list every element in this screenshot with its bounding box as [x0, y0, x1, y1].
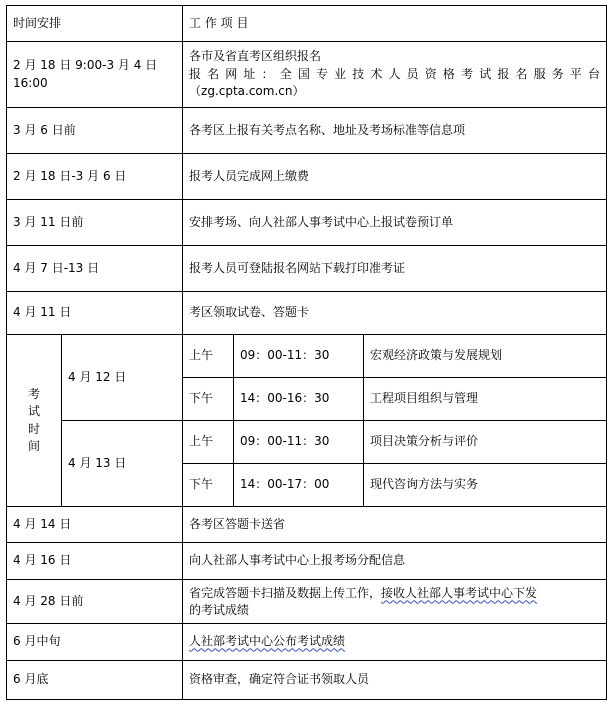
- table-row: [7, 246, 607, 292]
- table-header-row: [7, 6, 607, 42]
- work-cell: [183, 108, 607, 154]
- exam-label-line1: 考 试: [27, 386, 46, 419]
- work-text: 各考区上报有关考点名称、地址及考场标准等信息项: [189, 122, 466, 137]
- table-row: [7, 507, 607, 543]
- work-cell: [183, 580, 607, 624]
- exam-period-text: 上午: [189, 434, 214, 449]
- work-cell: [183, 661, 607, 700]
- time-text: 2 月 18 日-3 月 6 日: [13, 168, 127, 183]
- time-text: 4 月 28 日前: [13, 593, 84, 608]
- exam-date-text: 4 月 13 日: [68, 455, 127, 470]
- work-cell: [183, 292, 607, 335]
- exam-period-cell: [183, 378, 234, 421]
- table-row: [7, 108, 607, 154]
- work-text-part: 省完成答题卡扫描及数据上传工作，: [189, 586, 382, 601]
- exam-subject-cell: [364, 421, 607, 464]
- time-text: 3 月 11 日前: [13, 214, 84, 229]
- time-cell: [7, 543, 183, 580]
- time-text: 2 月 18 日 9:00-3 月 4 日 16:00: [13, 58, 158, 90]
- exam-subject-text: 现代咨询方法与实务: [370, 477, 479, 492]
- exam-time-text: 14：00-17：00: [240, 477, 330, 492]
- exam-date-text: 4 月 12 日: [68, 369, 127, 384]
- time-text: 4 月 14 日: [13, 516, 72, 531]
- header-time-cell: [7, 6, 183, 42]
- time-cell: [7, 154, 183, 200]
- time-text: 6 月中旬: [13, 634, 61, 649]
- exam-subject-cell: [364, 335, 607, 378]
- work-text: 人社部考试中心公布考试成绩: [189, 634, 346, 649]
- table-row: [7, 42, 607, 108]
- work-cell: [183, 246, 607, 292]
- time-cell: [7, 42, 183, 108]
- exam-label-line2: 时 间: [27, 421, 44, 453]
- exam-period-cell: [183, 335, 234, 378]
- time-cell: [7, 661, 183, 700]
- exam-subject-text: 工程项目组织与管理: [370, 391, 479, 406]
- work-text-line: 报名网址：全国专业技术人员资格考试报名服务平台: [189, 66, 601, 81]
- exam-subject-text: 项目决策分析与评价: [370, 434, 479, 449]
- header-work-label: 工 作 项 目: [189, 15, 249, 30]
- table-row: [7, 543, 607, 580]
- work-cell: [183, 154, 607, 200]
- work-text: 资格审查，确定符合证书领取人员: [189, 672, 370, 687]
- exam-subject-cell: [364, 464, 607, 507]
- work-cell: [183, 200, 607, 246]
- table-row: [7, 154, 607, 200]
- exam-session-row: [7, 335, 607, 378]
- exam-time-text: 09：00-11：30: [240, 434, 330, 449]
- work-text-line: 各市及省直考区组织报名: [189, 49, 322, 64]
- time-cell: [7, 580, 183, 624]
- work-cell: [183, 624, 607, 661]
- table-row: [7, 200, 607, 246]
- time-cell: [7, 292, 183, 335]
- time-text: 6 月底: [13, 672, 49, 687]
- work-text-line: （zg.cpta.com.cn）: [189, 84, 305, 99]
- exam-time-cell: [234, 464, 364, 507]
- work-text: 报考人员完成网上缴费: [189, 168, 310, 183]
- work-cell: [183, 543, 607, 580]
- time-cell: [7, 200, 183, 246]
- table-row: [7, 292, 607, 335]
- exam-subject-cell: [364, 378, 607, 421]
- exam-time-text: 14：00-16：30: [240, 391, 330, 406]
- exam-date-cell: [62, 421, 183, 507]
- work-text: 安排考场、向人社部人事考试中心上报试卷预订单: [189, 214, 454, 229]
- time-text: 4 月 11 日: [13, 305, 72, 320]
- time-text: 4 月 7 日-13 日: [13, 260, 100, 275]
- exam-time-text: 09：00-11：30: [240, 348, 330, 363]
- table-row: [7, 661, 607, 700]
- exam-period-text: 上午: [189, 348, 214, 363]
- work-text: 各考区答题卡送省: [189, 516, 286, 531]
- exam-period-cell: [183, 421, 234, 464]
- time-cell: [7, 246, 183, 292]
- work-text-part-underlined: 接收人社部人事考试中心下发: [381, 586, 538, 601]
- exam-time-cell: [234, 421, 364, 464]
- exam-period-cell: [183, 464, 234, 507]
- time-cell: [7, 108, 183, 154]
- exam-time-cell: [234, 335, 364, 378]
- time-text: 4 月 16 日: [13, 553, 72, 568]
- table-row: [7, 624, 607, 661]
- work-cell: [183, 507, 607, 543]
- exam-subject-text: 宏观经济政策与发展规划: [370, 348, 503, 363]
- exam-period-text: 下午: [189, 391, 214, 406]
- work-cell: [183, 42, 607, 108]
- time-cell: [7, 624, 183, 661]
- work-text: 报考人员可登陆报名网站下载打印准考证: [189, 260, 406, 275]
- time-cell: [7, 507, 183, 543]
- exam-date-cell: [62, 335, 183, 421]
- exam-session-row: [7, 421, 607, 464]
- exam-time-label-cell: [7, 335, 62, 507]
- work-text-part: 的考试成绩: [189, 602, 250, 617]
- work-text: 考区领取试卷、答题卡: [189, 305, 310, 320]
- schedule-table-wrapper: [6, 5, 607, 700]
- exam-time-cell: [234, 378, 364, 421]
- exam-schedule-table: [6, 5, 607, 700]
- table-row: [7, 580, 607, 624]
- time-text: 3 月 6 日前: [13, 122, 76, 137]
- exam-period-text: 下午: [189, 477, 214, 492]
- header-work-cell: [183, 6, 607, 42]
- work-text: 向人社部人事考试中心上报考场分配信息: [189, 553, 406, 568]
- header-time-label: 时间安排: [13, 15, 62, 30]
